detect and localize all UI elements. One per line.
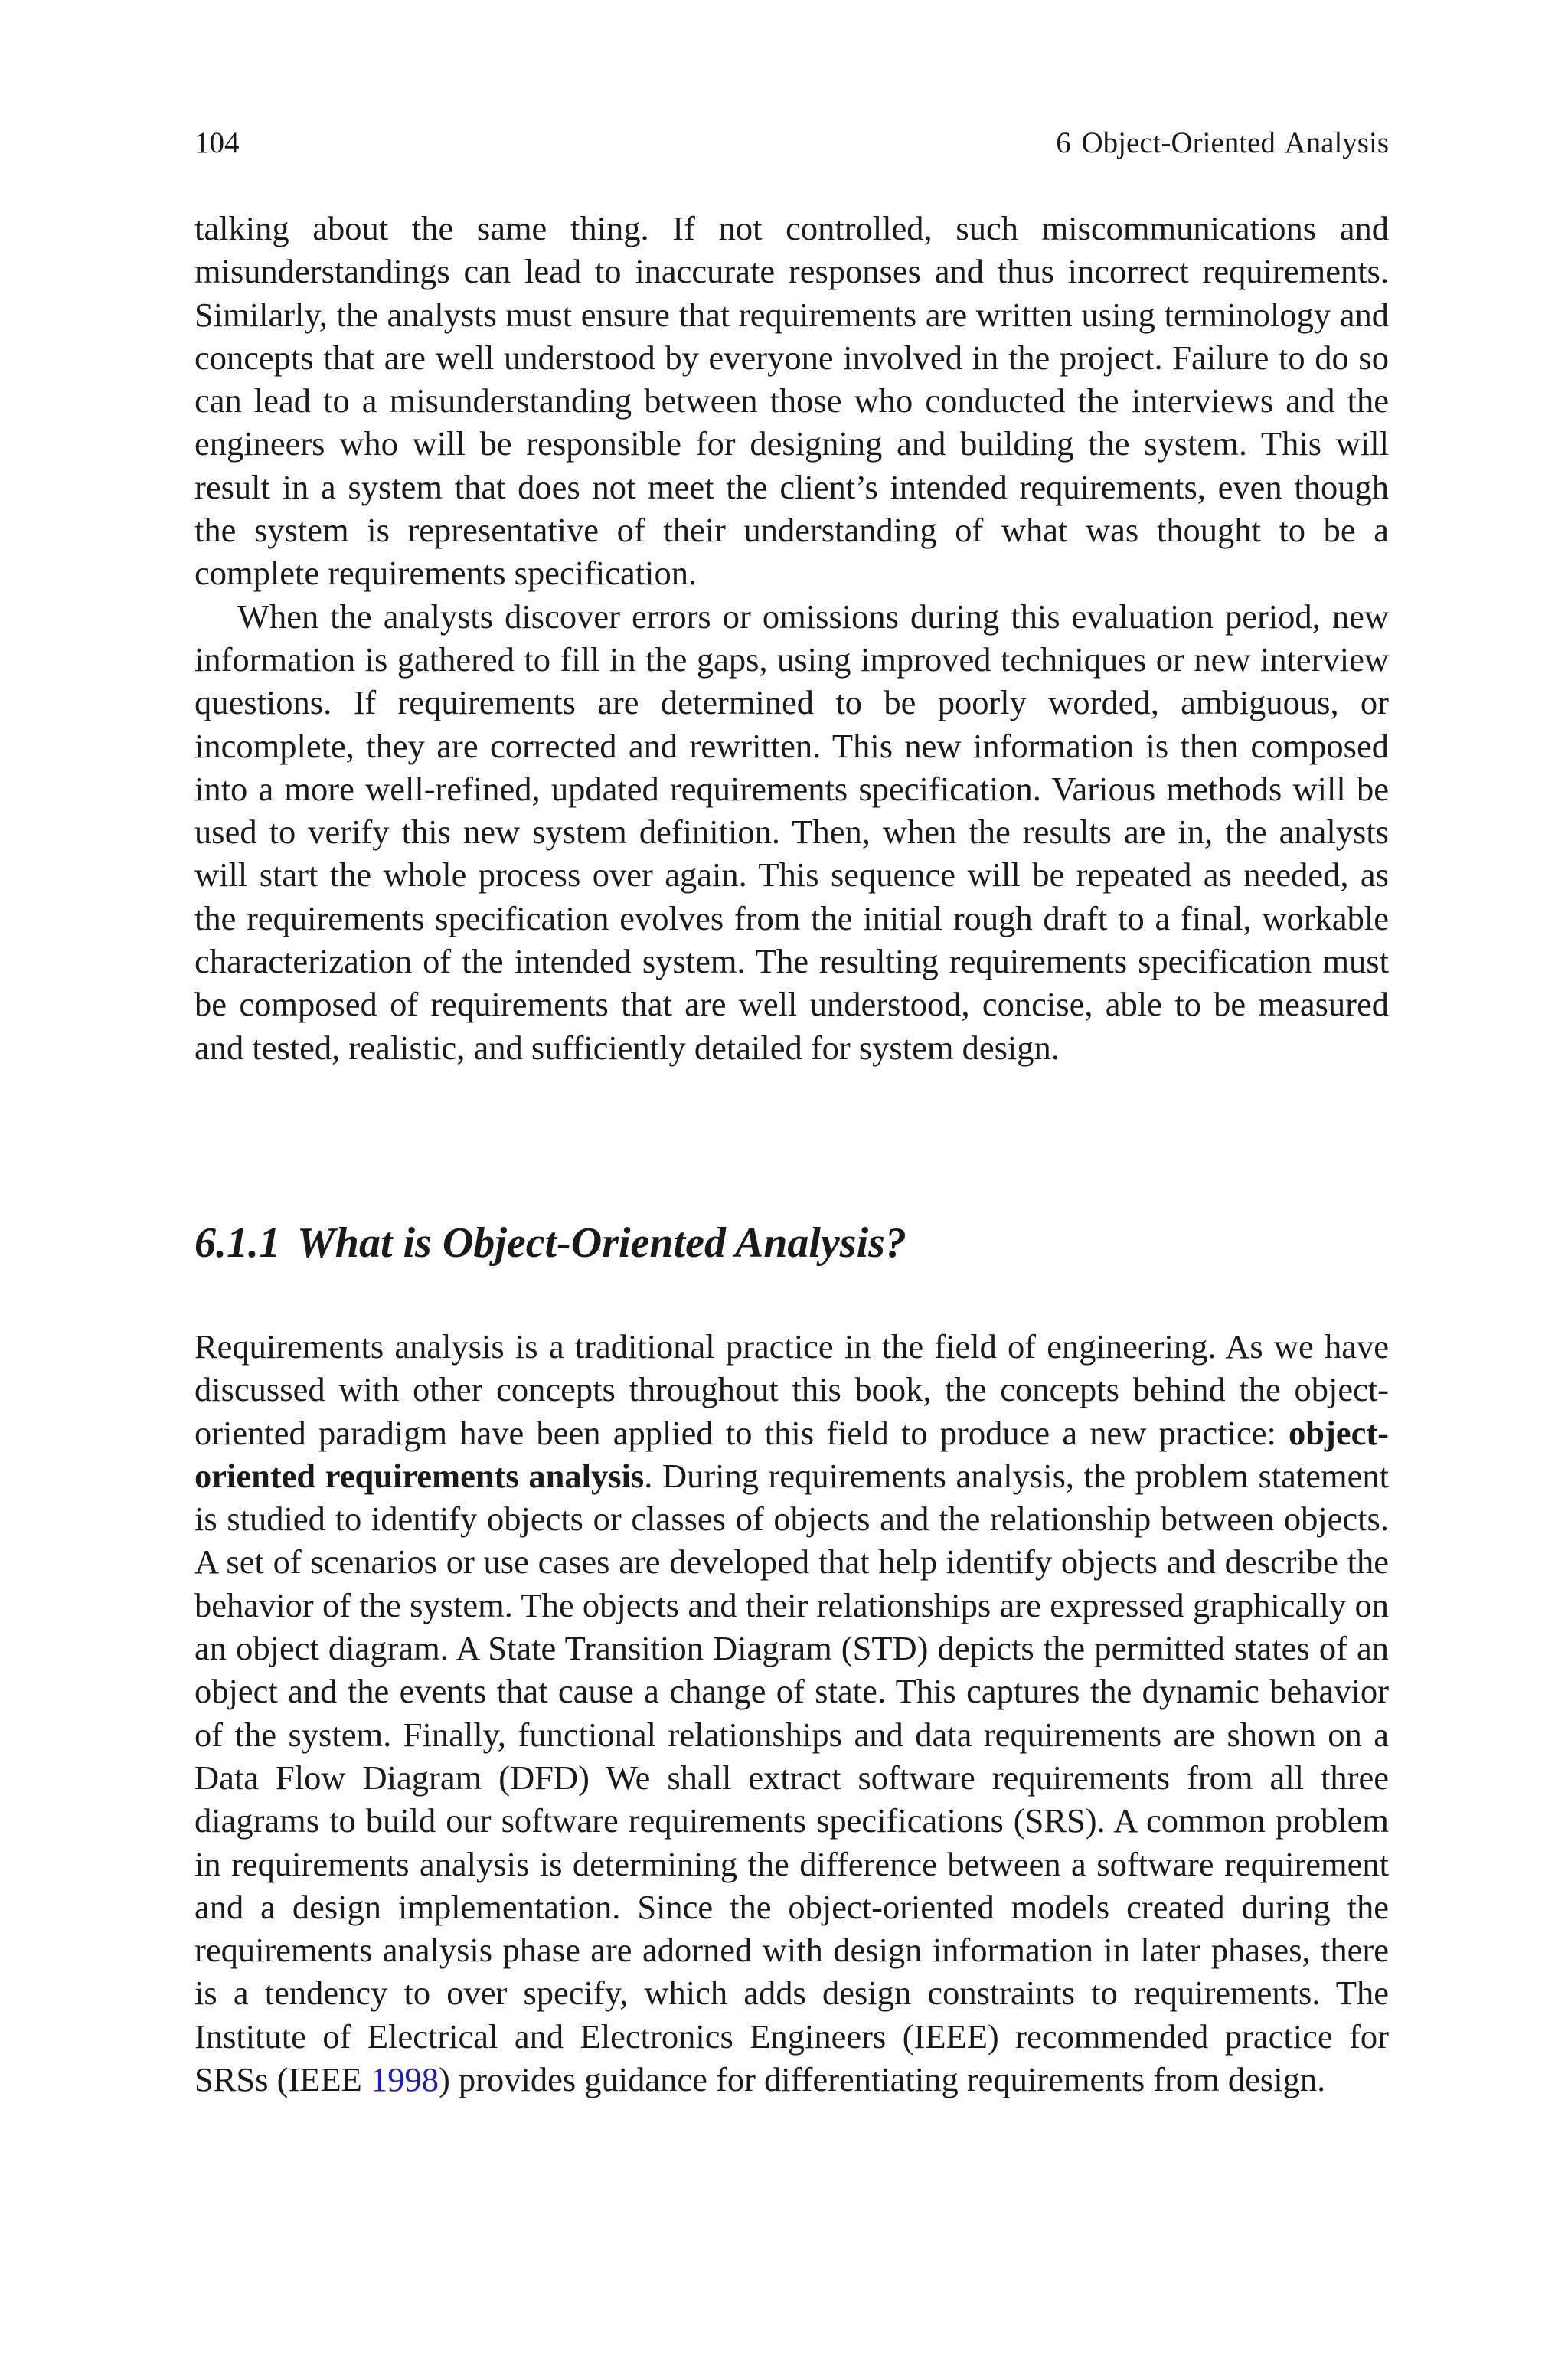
bold-term: object-oriented requirements analysis: [194, 1413, 1389, 1495]
section-text-lead: Requirements analysis is a traditional practice in the field of engineering. As we have discussed with other concepts throughout this book, the concepts behind the object-oriented paradigm have been applied to this field to produce a new practice:: [194, 1327, 1389, 1452]
paragraph-2: When the analysts discover errors or omissions during this evaluation period, new information is gathered to fill in the gaps, using improved techniques or new interview questions. If requirements are determined to be poorly worded, ambiguous, or incomplete, they are corrected and rewritten. This new information is then composed into a more well-refined, updated requirements specification. Various methods will be used to verify this new system definition. Then, when the results are in, the analysts will start the whole process over again. This sequence will be repeated as needed, as the requirements specification evolves from the initial rough draft to a final, workable characterization of the intended system. The resulting requirements specification must be composed of requirements that are well understood, concise, able to be measured and tested, realistic, and sufficiently detailed for system design.: [194, 597, 1389, 1067]
section-number: 6.1.1: [194, 1219, 280, 1267]
section-title: What is Object-Oriented Analysis?: [297, 1219, 906, 1267]
chapter-title: 6 Object-Oriented Analysis: [1056, 126, 1389, 159]
section-body: [194, 1325, 1389, 2101]
running-head: [194, 124, 1389, 162]
page-number: 104: [194, 126, 240, 159]
section-heading: [194, 1216, 1389, 1270]
section-paragraph: [194, 1325, 1389, 2101]
section-text-tail: ) provides guidance for differentiating requirements from design.: [438, 2060, 1326, 2099]
continuation-text: [194, 207, 1389, 1069]
paragraph-1: talking about the same thing. If not controlled, such miscommunications and misunderstandings can lead to inaccurate responses and thus incorrect requirements. Similarly, the analysts must ensure that requirements are written using terminology and concepts that are well understood by everyone involved in the project. Failure to do so can lead to a misunderstanding between those who conducted the interviews and the engineers who will be responsible for designing and building the system. This will result in a system that does not meet the client’s intended requirements, even though the system is representative of their understanding of what was thought to be a complete requirements specification.: [194, 209, 1389, 593]
citation-link[interactable]: 1998: [370, 2060, 439, 2099]
section-text-body: . During requirements analysis, the problem statement is studied to identify objects or classes of objects and the relationship between objects. A set of scenarios or use cases are developed that help identify objects and describe the behavior of the system. The objects and their relationships are expressed graphically on an object diagram. A State Transition Diagram (STD) depicts the permitted states of an object and the events that cause a change of state. This captures the dynamic behavior of the system. Finally, functional relationships and data requirements are shown on a Data Flow Diagram (DFD) We shall extract software requirements from all three diagrams to build our software requirements specifications (SRS). A common problem in requirements analysis is determining the difference between a software requirement and a design implementation. Since the object-oriented models created during the requirements analysis phase are adorned with design information in later phases, there is a tendency to over specify, which adds design constraints to requirements. The Institute of Electrical and Electronics Engineers (IEEE) recommended practice for SRSs (IEEE: [194, 1456, 1389, 2099]
